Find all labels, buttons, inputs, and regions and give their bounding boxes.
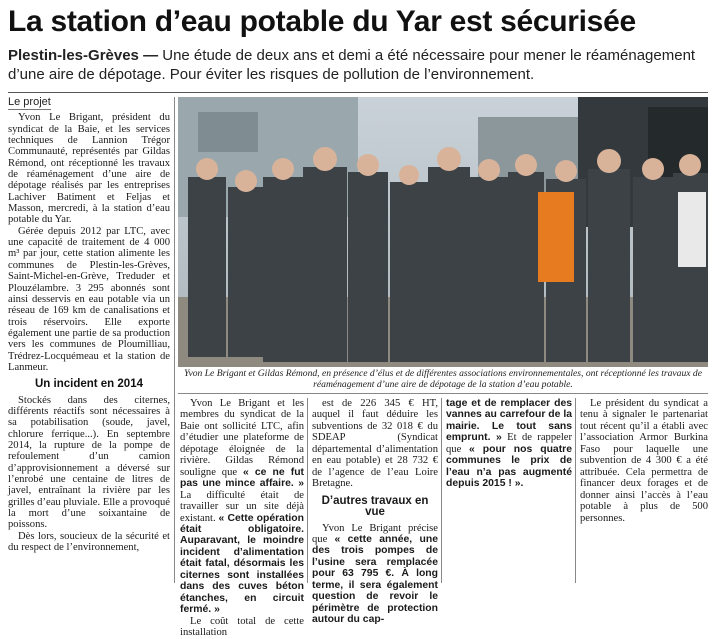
text: La difficulté était de travailler sur un site déjà existant.	[180, 489, 304, 524]
column-3	[312, 398, 438, 626]
deck-text: Une étude de deux ans et demi a été nécessaire pour mener le réaménagement d’une aire de dépotage. Pour éviter les risques de pollution de l’environnement.	[8, 47, 696, 83]
deck	[8, 46, 708, 84]
column-4	[446, 398, 572, 583]
subhead: D’autres travaux en vue	[321, 494, 429, 519]
quote: tage et de remplacer des vannes au carrefour de la mairie. Le tout sans emprunt. »	[446, 398, 572, 444]
paragraph: Le président du syndicat a tenu à signaler le partenariat tout récent qu’il a établi avec l’association Armor Burkina Faso pour laquelle une subvention de 4 300 € a été attribuée. Cela permettra de financer deux forages et de donner ainsi l’accès à l’eau potable à plus de 500 personnes.	[580, 398, 708, 524]
column-rule	[307, 398, 308, 583]
quote: « ce ne fut pas une mince affaire. »	[180, 466, 305, 490]
top-rule	[8, 92, 708, 93]
caption-rule	[178, 393, 708, 394]
subhead: Un incident en 2014	[34, 378, 143, 391]
text: Yvon Le Brigant précise que	[312, 522, 438, 545]
paragraph: Stockés dans des citernes, différents réactifs sont nécessaires à sa potabilisation (soude, javel, chlorure ferrique...). En septembre 2014, la rupture de la pompe de refoulement d’un camion d’approvisionnement a déversé sur l’enrobé une centaine de litres de javel, entraînant la rivière par les grilles d’eau pluviale. Elle a provoqué la mort d’une soixantaine de poissons.	[8, 394, 170, 531]
paragraph	[312, 523, 438, 626]
paragraph: Dès lors, soucieux de la sécurité et du respect de l’environnement,	[8, 530, 170, 554]
text: Yvon Le Brigant et les membres du syndicat de la Baie ont sollicité LTC, afin d’étudier une plateforme de dépotage éloignée de la rivière. Gildas Rémond souligne que	[180, 398, 304, 478]
quote: « Cette opération était obligatoire. Auparavant, le moindre incident d’alimentation était fatal, désormais les citernes sont installées dans des cuves béton étanches, en circuit fermé. »	[180, 512, 304, 616]
left-column	[8, 97, 170, 583]
paragraph	[180, 398, 304, 616]
column-2	[180, 398, 305, 639]
paragraph: Le coût total de cette installation	[180, 615, 304, 639]
column-rule	[174, 97, 175, 583]
photo-caption: Yvon Le Brigant et Gildas Rémond, en présence d’élus et de différentes associations environnementales, ont réceptionné les travaux de réaménagement d’une aire de dépotage de la station d’eau potable.	[184, 368, 702, 390]
group-photo	[178, 97, 708, 367]
paragraph: Gérée depuis 2012 par LTC, avec une capacité de traitement de 4 000 m³ par jour, cette station alimente les communes de Plestin-les-Grèves, Saint-Michel-en-Grève, Treduder et Plouzélambre. 3 295 abonnés sont ainsi desservis en eau potable via un réseau de 169 km de canalisations et trois réservoirs. Elle exporte également une partie de sa production vers les communes de Ploumilliau, Trédrez-Locquémeau et la station de Lanmeur.	[8, 225, 170, 373]
group-photo-illustration	[178, 97, 708, 367]
column-rule	[575, 398, 576, 583]
kicker: Le projet	[8, 97, 51, 110]
column-5	[580, 398, 708, 583]
paragraph: Yvon Le Brigant, président du syndicat de la Baie, et les services techniques de Lannion Trégor Communauté, représentés par Gildas Rémond, ont réceptionné les travaux de réaménagement d’une aire de dépotage réalisés par les entreprises Lachiver Batiment et Feljas et Masson, mercredi, à la station d’eau potable du Yar.	[8, 112, 170, 226]
deck-place: Plestin-les-Grèves —	[8, 47, 159, 64]
paragraph	[446, 398, 572, 490]
text: Et de rappeler que	[446, 432, 572, 455]
quote: « pour nos quatre communes le prix de l’eau n’a pas augmenté depuis 2015 ! ».	[446, 443, 572, 490]
quote: « cette année, une des trois pompes de l’usine sera remplacée pour 63 795 €. À long terme, il sera également question de revoir le périmètre de protection autour du cap-	[312, 533, 438, 626]
headline: La station d’eau potable du Yar est sécurisée	[8, 5, 636, 38]
paragraph: est de 226 345 € HT, auquel il faut déduire les subventions de 32 018 € du SDEAP (Syndicat départemental d’alimentation en eau potable) et 28 732 € de l’agence de l’eau Loire Bretagne.	[312, 398, 438, 490]
column-rule	[441, 398, 442, 583]
